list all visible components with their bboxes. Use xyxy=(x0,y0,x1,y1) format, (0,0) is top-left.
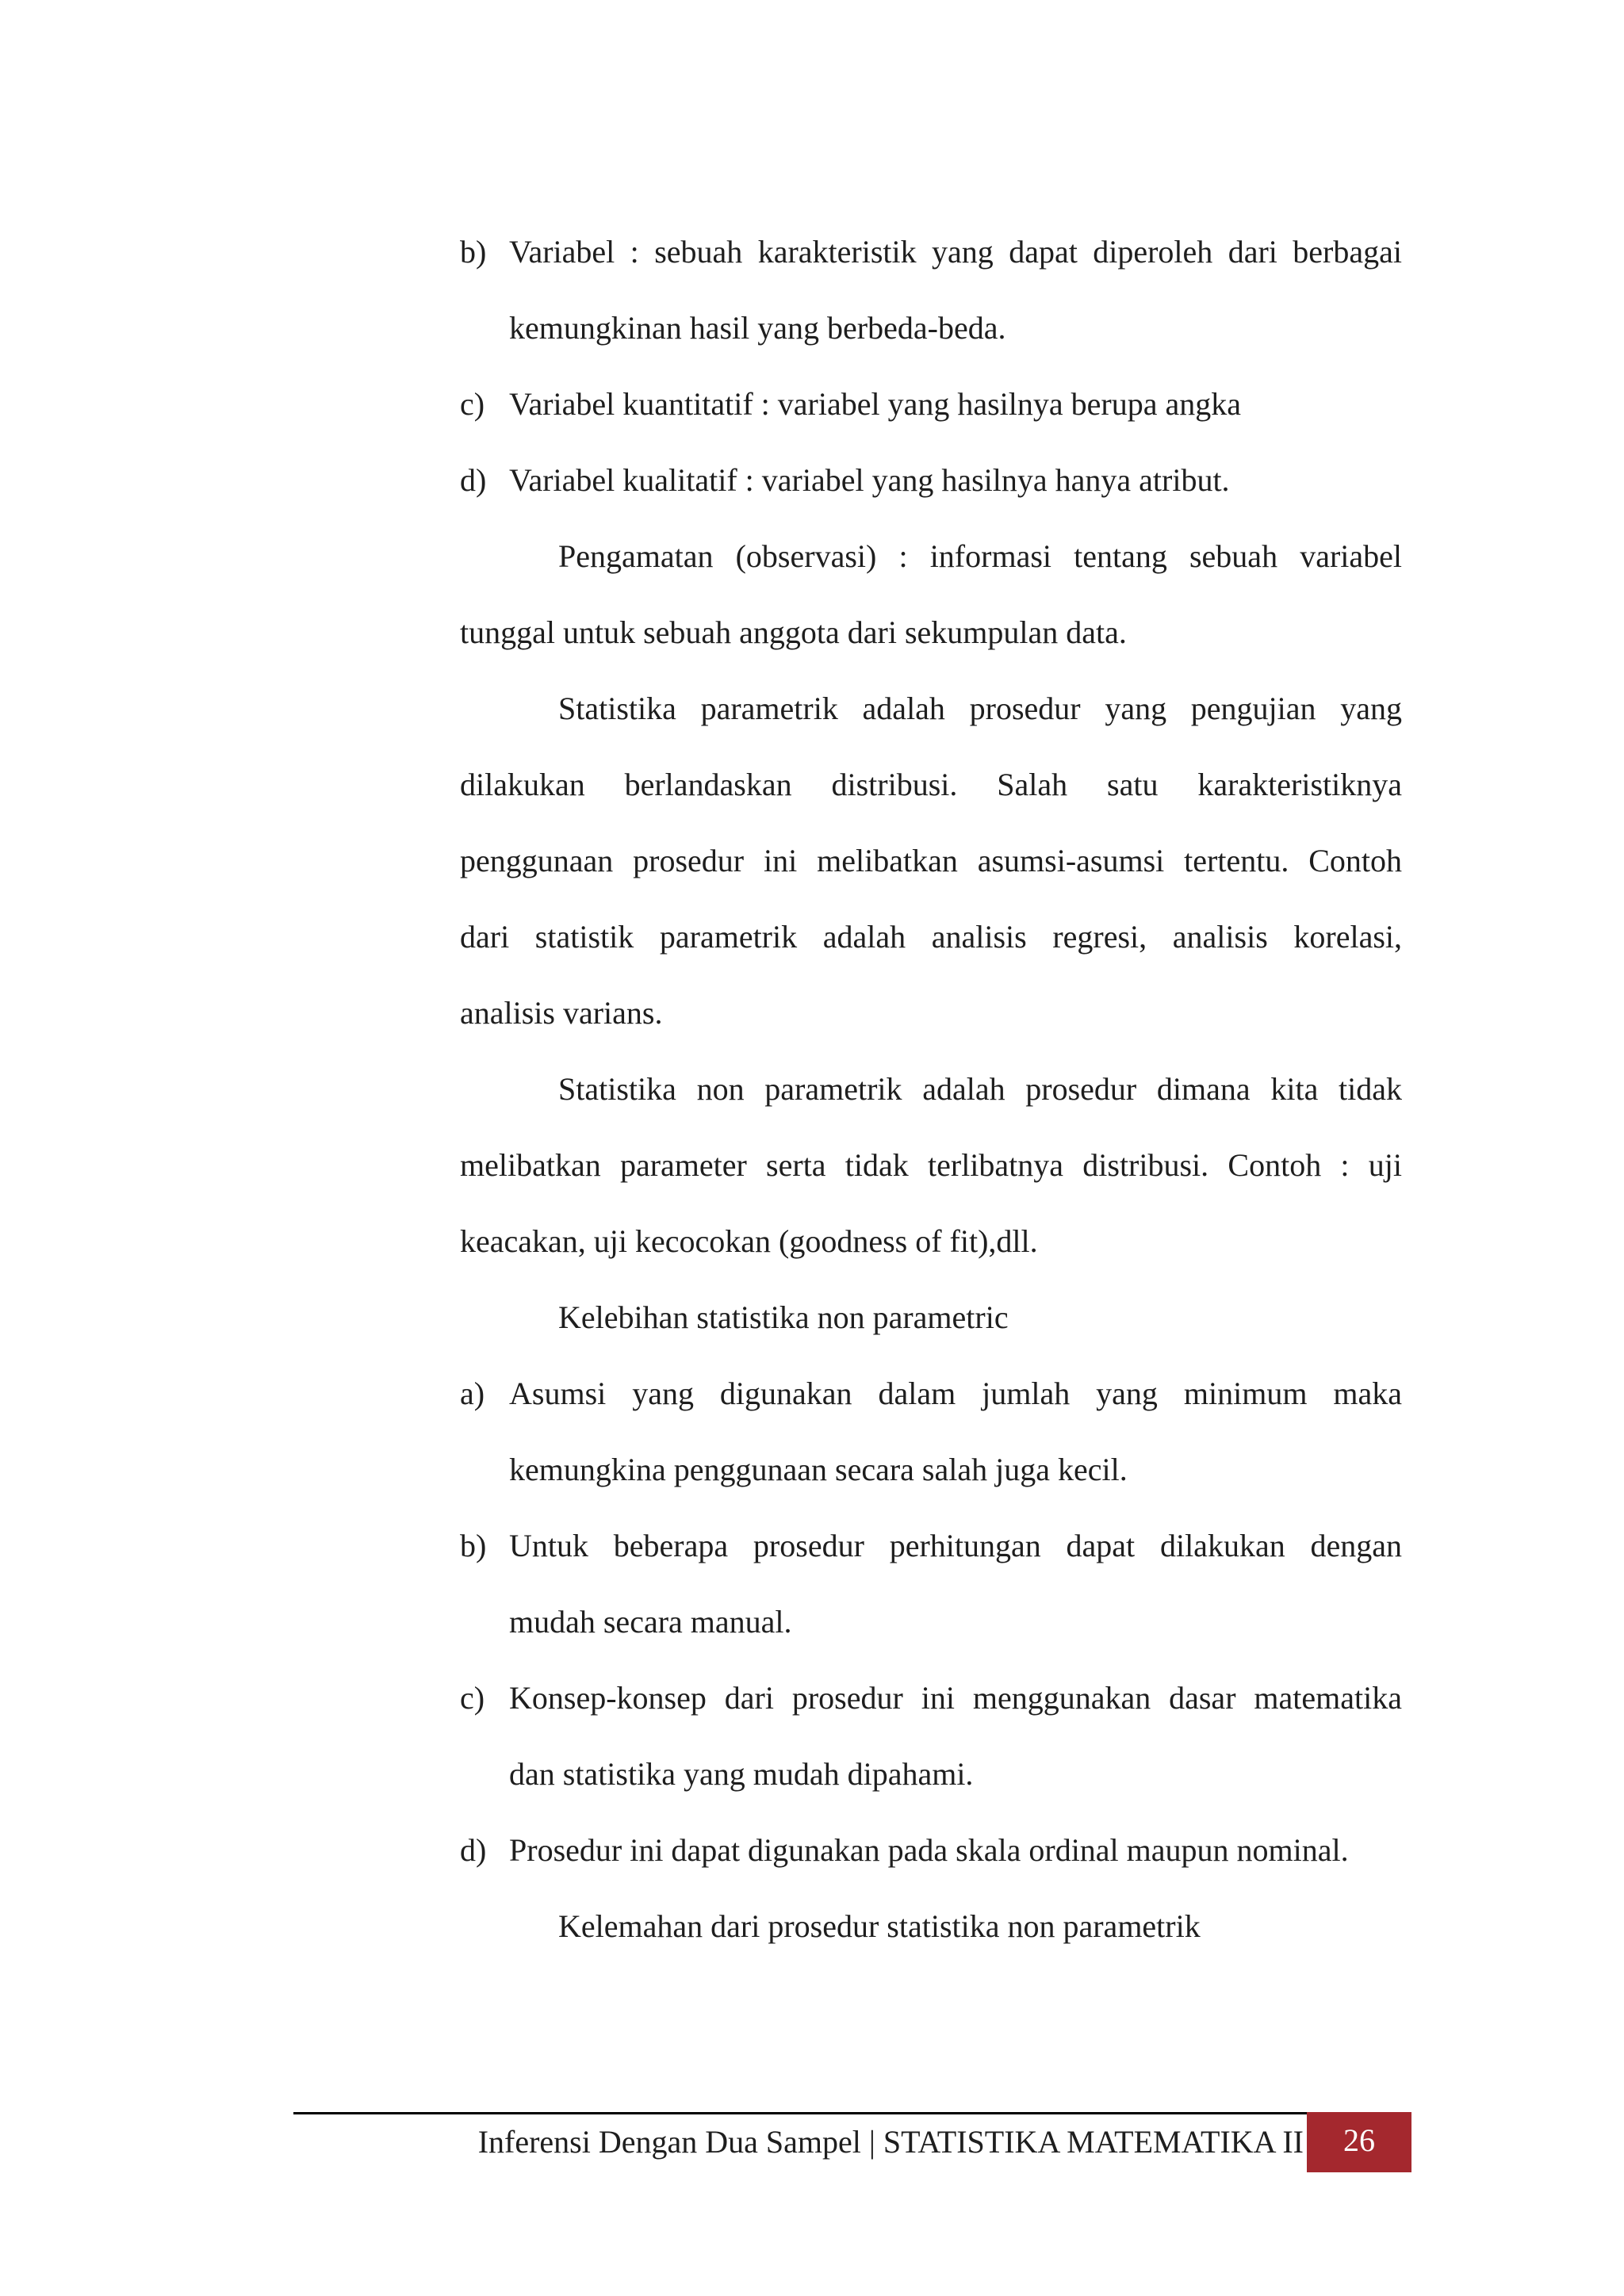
list-item-text: Variabel kualitatif : variabel yang hasilnya hanya atribut. xyxy=(509,462,1230,498)
list-item-continuation: kemungkina penggunaan secara salah juga kecil. xyxy=(509,1452,1128,1487)
section-heading: Kelebihan statistika non parametric xyxy=(558,1299,1009,1335)
list-item xyxy=(460,461,1402,499)
list-item-text: Variabel : sebuah karakteristik yang dapat diperoleh dari berbagai xyxy=(509,234,1402,270)
list-item xyxy=(460,1375,1402,1413)
list-item-text: Asumsi yang digunakan dalam jumlah yang minimum maka xyxy=(509,1376,1402,1411)
list-item-text: Prosedur ini dapat digunakan pada skala ordinal maupun nominal. xyxy=(509,1832,1349,1868)
list-item xyxy=(460,1679,1402,1717)
list-item-continuation: dan statistika yang mudah dipahami. xyxy=(509,1756,974,1792)
list-item-label: b) xyxy=(460,1528,487,1563)
paragraph-line: tunggal untuk sebuah anggota dari sekumpulan data. xyxy=(460,614,1127,650)
list-item-label: b) xyxy=(460,234,487,270)
paragraph-line: Pengamatan (observasi) : informasi tentang sebuah variabel xyxy=(558,538,1402,574)
list-item-continuation: mudah secara manual. xyxy=(509,1604,792,1640)
list-item xyxy=(460,1527,1402,1565)
paragraph-line: melibatkan parameter serta tidak terlibatnya distribusi. Contoh : uji xyxy=(460,1147,1402,1183)
paragraph-line: analisis varians. xyxy=(460,995,663,1031)
footer-rule xyxy=(293,2112,1410,2114)
paragraph-line: keacakan, uji kecocokan (goodness of fit),dll. xyxy=(460,1223,1038,1259)
paragraph-line: penggunaan prosedur ini melibatkan asumsi-asumsi tertentu. Contoh xyxy=(460,843,1402,878)
list-item-continuation: kemungkinan hasil yang berbeda-beda. xyxy=(509,310,1006,346)
list-item-label: c) xyxy=(460,1680,485,1716)
list-item-text: Untuk beberapa prosedur perhitungan dapat dilakukan dengan xyxy=(509,1528,1402,1563)
paragraph-line: dari statistik parametrik adalah analisis regresi, analisis korelasi, xyxy=(460,919,1402,955)
list-item xyxy=(460,233,1402,271)
list-item-text: Konsep-konsep dari prosedur ini menggunakan dasar matematika xyxy=(509,1680,1402,1716)
page-number: 26 xyxy=(1343,2122,1375,2158)
paragraph-line: dilakukan berlandaskan distribusi. Salah satu karakteristiknya xyxy=(460,767,1402,802)
section-heading: Kelemahan dari prosedur statistika non parametrik xyxy=(558,1908,1201,1944)
list-item-label: d) xyxy=(460,462,487,498)
list-item xyxy=(460,385,1402,423)
list-item-label: d) xyxy=(460,1832,487,1868)
list-item xyxy=(460,1831,1402,1869)
page-number-box xyxy=(1307,2112,1411,2172)
paragraph-line: Statistika parametrik adalah prosedur yang pengujian yang xyxy=(558,691,1402,726)
list-item-label: a) xyxy=(460,1376,485,1411)
paragraph-line: Statistika non parametrik adalah prosedur dimana kita tidak xyxy=(558,1071,1402,1107)
list-item-text: Variabel kuantitatif : variabel yang hasilnya berupa angka xyxy=(509,386,1241,422)
footer-running-title: Inferensi Dengan Dua Sampel | STATISTIKA MATEMATIKA II xyxy=(477,2124,1304,2160)
list-item-label: c) xyxy=(460,386,485,422)
